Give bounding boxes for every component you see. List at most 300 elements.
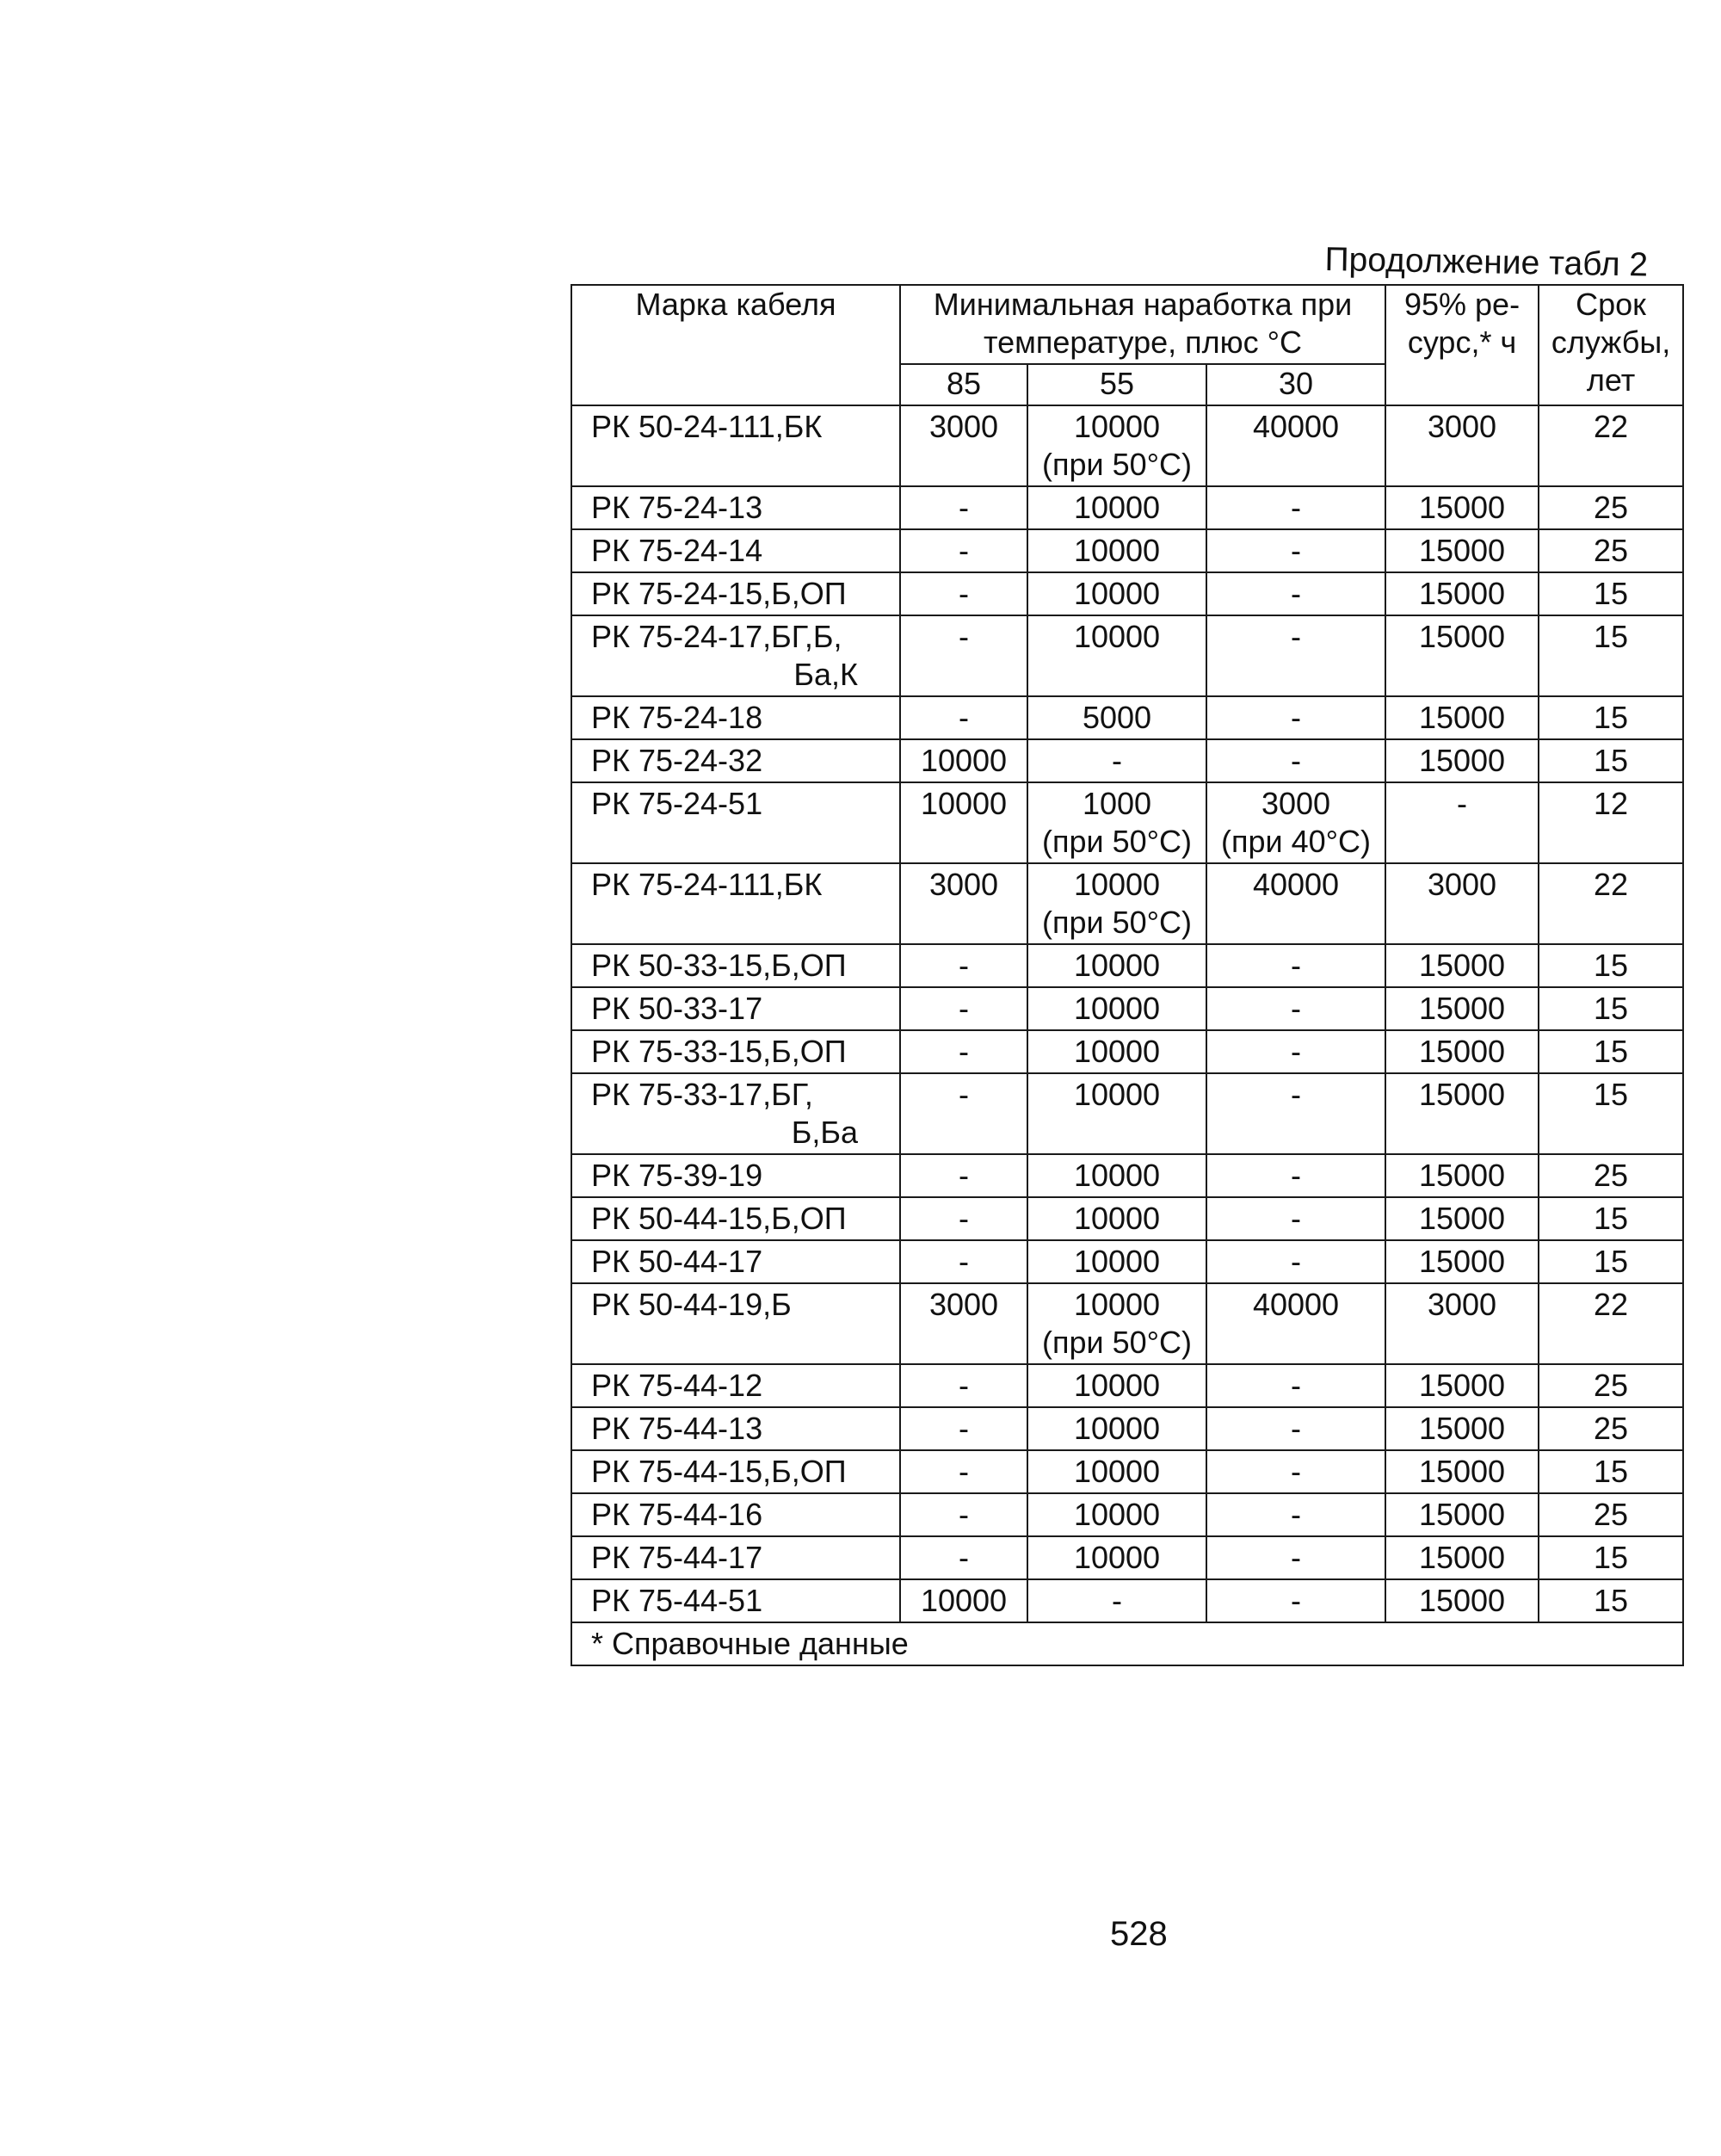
value-t55: 10000 — [1073, 490, 1161, 525]
header-min-operating: Минимальная наработка при температуре, плюс °С — [900, 285, 1385, 364]
cell-t55 — [1027, 1283, 1206, 1364]
table-row — [571, 1283, 1683, 1364]
value-t55: 10000 — [1073, 409, 1161, 444]
value-t85: - — [959, 1201, 969, 1236]
cell-resource — [1385, 1197, 1539, 1240]
cell-resource — [1385, 529, 1539, 572]
cell-resource — [1385, 782, 1539, 863]
cell-t30 — [1206, 987, 1385, 1030]
cell-t85 — [900, 1197, 1027, 1240]
value-t55: 1000 — [1082, 786, 1152, 821]
value-resource: 15000 — [1418, 576, 1506, 611]
value-resource: 15000 — [1418, 490, 1506, 525]
value-resource: 15000 — [1418, 991, 1506, 1026]
value-resource: 3000 — [1427, 867, 1497, 902]
value-t55: 10000 — [1073, 576, 1161, 611]
value-resource: 15000 — [1418, 1454, 1506, 1489]
cell-t55 — [1027, 615, 1206, 696]
brand-text: РК 75-24-14 — [591, 533, 763, 568]
cell-brand — [571, 1536, 900, 1579]
brand-text: РК 75-24-32 — [591, 743, 763, 778]
cell-t30 — [1206, 529, 1385, 572]
cell-t85 — [900, 572, 1027, 615]
cell-t30 — [1206, 1450, 1385, 1493]
header-temp-55: 55 — [1027, 364, 1206, 405]
cell-t85 — [900, 615, 1027, 696]
cable-table-wrapper — [571, 284, 1682, 1666]
cell-resource — [1385, 1579, 1539, 1622]
value-service-life: 15 — [1594, 619, 1629, 654]
brand-text: РК 75-44-12 — [591, 1368, 763, 1403]
value-t30: - — [1291, 576, 1302, 611]
cell-t55 — [1027, 782, 1206, 863]
value-t30: 40000 — [1252, 867, 1340, 902]
cell-t55 — [1027, 1240, 1206, 1283]
header-temp-30: 30 — [1206, 364, 1385, 405]
cell-brand — [571, 572, 900, 615]
note-t55: (при 50°С) — [1041, 824, 1193, 859]
cell-resource — [1385, 863, 1539, 944]
cell-t55 — [1027, 739, 1206, 782]
cell-t85 — [900, 1579, 1027, 1622]
header-temp-85: 85 — [900, 364, 1027, 405]
cell-service-life — [1539, 944, 1683, 987]
cell-resource — [1385, 1536, 1539, 1579]
note-t55: (при 50°С) — [1041, 447, 1193, 482]
value-resource: 15000 — [1418, 619, 1506, 654]
cell-service-life — [1539, 529, 1683, 572]
value-resource: 15000 — [1418, 1201, 1506, 1236]
cell-t30 — [1206, 1493, 1385, 1536]
value-t85: - — [959, 619, 969, 654]
cell-t30 — [1206, 572, 1385, 615]
value-t85: - — [959, 490, 969, 525]
brand-text: РК 75-24-15,Б,ОП — [591, 576, 847, 611]
value-t55: 10000 — [1073, 991, 1161, 1026]
value-resource: 15000 — [1418, 1034, 1506, 1069]
cell-brand — [571, 987, 900, 1030]
cell-resource — [1385, 1407, 1539, 1450]
brand-text-cont: Ба,К — [793, 657, 858, 692]
cell-t55 — [1027, 1364, 1206, 1407]
brand-text: РК 75-24-13 — [591, 490, 763, 525]
cell-resource — [1385, 486, 1539, 529]
cell-t30 — [1206, 615, 1385, 696]
cell-t55 — [1027, 1073, 1206, 1154]
cell-brand — [571, 739, 900, 782]
cell-brand — [571, 1407, 900, 1450]
cell-service-life — [1539, 572, 1683, 615]
table-row — [571, 1154, 1683, 1197]
value-t85: - — [959, 1411, 969, 1446]
value-resource: 15000 — [1418, 1540, 1506, 1575]
value-t85: - — [959, 1077, 969, 1112]
table-row — [571, 782, 1683, 863]
cell-resource — [1385, 572, 1539, 615]
value-service-life: 15 — [1594, 743, 1629, 778]
cell-brand — [571, 1493, 900, 1536]
brand-text: РК 75-24-51 — [591, 786, 763, 821]
value-t85: - — [959, 1454, 969, 1489]
cell-resource — [1385, 1030, 1539, 1073]
cell-brand — [571, 1073, 900, 1154]
value-resource: 15000 — [1418, 1244, 1506, 1279]
cell-t85 — [900, 1283, 1027, 1364]
cell-t55 — [1027, 944, 1206, 987]
cell-service-life — [1539, 739, 1683, 782]
cell-resource — [1385, 696, 1539, 739]
cell-t30 — [1206, 1154, 1385, 1197]
header-resource: 95% ре-сурс,* ч — [1385, 285, 1539, 405]
value-resource: 15000 — [1418, 1368, 1506, 1403]
value-t85: - — [959, 1368, 969, 1403]
header-brand: Марка кабеля — [571, 285, 900, 405]
value-t30: - — [1291, 1411, 1302, 1446]
value-resource: 15000 — [1418, 533, 1506, 568]
cell-t55 — [1027, 696, 1206, 739]
cable-table — [571, 284, 1684, 1666]
value-service-life: 22 — [1594, 409, 1629, 444]
brand-text: РК 50-33-17 — [591, 991, 763, 1026]
brand-text: РК 75-24-17,БГ,Б, — [591, 619, 842, 654]
value-service-life: 15 — [1594, 1454, 1629, 1489]
value-service-life: 22 — [1594, 867, 1629, 902]
value-t85: - — [959, 533, 969, 568]
cell-t30 — [1206, 944, 1385, 987]
cell-brand — [571, 1364, 900, 1407]
cell-brand — [571, 615, 900, 696]
value-service-life: 15 — [1594, 1540, 1629, 1575]
cell-t30 — [1206, 863, 1385, 944]
cell-t85 — [900, 739, 1027, 782]
value-t30: - — [1291, 533, 1302, 568]
value-service-life: 22 — [1594, 1287, 1629, 1322]
brand-text: РК 75-24-111,БК — [591, 867, 823, 902]
value-t30: - — [1291, 1497, 1302, 1532]
cell-t55 — [1027, 863, 1206, 944]
value-t85: - — [959, 1244, 969, 1279]
cell-service-life — [1539, 1073, 1683, 1154]
cell-service-life — [1539, 782, 1683, 863]
value-t30: 3000 — [1261, 786, 1331, 821]
cell-service-life — [1539, 486, 1683, 529]
cell-resource — [1385, 1073, 1539, 1154]
cell-t30 — [1206, 1536, 1385, 1579]
cell-service-life — [1539, 1154, 1683, 1197]
value-service-life: 15 — [1594, 1077, 1629, 1112]
value-t30: - — [1291, 1454, 1302, 1489]
value-t30: - — [1291, 948, 1302, 983]
cell-t85 — [900, 1493, 1027, 1536]
value-t30: 40000 — [1252, 409, 1340, 444]
value-service-life: 15 — [1594, 1034, 1629, 1069]
value-resource: 15000 — [1418, 1497, 1506, 1532]
cell-t55 — [1027, 987, 1206, 1030]
value-service-life: 15 — [1594, 1583, 1629, 1618]
cell-t55 — [1027, 1493, 1206, 1536]
brand-text: РК 50-24-111,БК — [591, 409, 823, 444]
cell-resource — [1385, 1493, 1539, 1536]
value-t30: - — [1291, 1077, 1302, 1112]
cell-brand — [571, 1240, 900, 1283]
cell-t30 — [1206, 739, 1385, 782]
cell-t55 — [1027, 529, 1206, 572]
value-t55: 10000 — [1073, 1201, 1161, 1236]
note-t55: (при 50°С) — [1041, 905, 1193, 940]
cell-brand — [571, 1283, 900, 1364]
table-row — [571, 1536, 1683, 1579]
cell-t85 — [900, 1407, 1027, 1450]
cell-resource — [1385, 1240, 1539, 1283]
cell-t30 — [1206, 1030, 1385, 1073]
cell-t55 — [1027, 1154, 1206, 1197]
cell-brand — [571, 1030, 900, 1073]
cell-t55 — [1027, 1197, 1206, 1240]
cell-brand — [571, 696, 900, 739]
cell-brand — [571, 782, 900, 863]
value-t85: - — [959, 1158, 969, 1193]
value-t85: - — [959, 1540, 969, 1575]
value-resource: 15000 — [1418, 948, 1506, 983]
table-caption: Продолжение табл 2 — [1324, 241, 1649, 284]
value-t30: - — [1291, 1583, 1302, 1618]
table-row — [571, 486, 1683, 529]
cell-brand — [571, 529, 900, 572]
table-row — [571, 863, 1683, 944]
cell-t30 — [1206, 1407, 1385, 1450]
brand-text: РК 75-39-19 — [591, 1158, 763, 1193]
value-t55: 10000 — [1073, 1411, 1161, 1446]
cell-resource — [1385, 405, 1539, 486]
brand-text: РК 75-44-17 — [591, 1540, 763, 1575]
value-service-life: 15 — [1594, 1244, 1629, 1279]
cell-t85 — [900, 1450, 1027, 1493]
table-row — [571, 1407, 1683, 1450]
cell-t30 — [1206, 405, 1385, 486]
cell-service-life — [1539, 1579, 1683, 1622]
value-service-life: 15 — [1594, 700, 1629, 735]
cell-service-life — [1539, 405, 1683, 486]
table-body — [571, 405, 1683, 1622]
cell-t55 — [1027, 1407, 1206, 1450]
cell-t85 — [900, 782, 1027, 863]
table-row — [571, 739, 1683, 782]
value-t85: - — [959, 991, 969, 1026]
value-t85: - — [959, 576, 969, 611]
cell-resource — [1385, 944, 1539, 987]
cell-t85 — [900, 529, 1027, 572]
cell-t55 — [1027, 1579, 1206, 1622]
brand-text: РК 75-44-13 — [591, 1411, 763, 1446]
value-t30: 40000 — [1252, 1287, 1340, 1322]
cell-service-life — [1539, 1283, 1683, 1364]
table-row — [571, 615, 1683, 696]
table-row — [571, 987, 1683, 1030]
cell-t55 — [1027, 405, 1206, 486]
table-row — [571, 572, 1683, 615]
cell-t85 — [900, 1030, 1027, 1073]
table-row — [571, 1364, 1683, 1407]
cell-service-life — [1539, 987, 1683, 1030]
cell-t30 — [1206, 1073, 1385, 1154]
value-t55: - — [1112, 743, 1122, 778]
value-t85: - — [959, 948, 969, 983]
cell-t30 — [1206, 1197, 1385, 1240]
cell-resource — [1385, 1450, 1539, 1493]
value-service-life: 25 — [1594, 1411, 1629, 1446]
brand-text: РК 50-44-15,Б,ОП — [591, 1201, 847, 1236]
cell-t55 — [1027, 486, 1206, 529]
cell-t85 — [900, 987, 1027, 1030]
brand-text: РК 50-33-15,Б,ОП — [591, 948, 847, 983]
cell-t30 — [1206, 1283, 1385, 1364]
cell-t55 — [1027, 572, 1206, 615]
value-t30: - — [1291, 490, 1302, 525]
cell-t85 — [900, 863, 1027, 944]
value-t55: 10000 — [1073, 1497, 1161, 1532]
value-t55: 5000 — [1082, 700, 1152, 735]
value-service-life: 25 — [1594, 1368, 1629, 1403]
cell-service-life — [1539, 1407, 1683, 1450]
value-t55: 10000 — [1073, 1540, 1161, 1575]
value-t55: 10000 — [1073, 1244, 1161, 1279]
table-row — [571, 944, 1683, 987]
table-row — [571, 529, 1683, 572]
value-service-life: 12 — [1594, 786, 1629, 821]
value-t55: 10000 — [1073, 1454, 1161, 1489]
value-service-life: 15 — [1594, 1201, 1629, 1236]
cell-service-life — [1539, 863, 1683, 944]
cell-t30 — [1206, 1240, 1385, 1283]
value-t55: 10000 — [1073, 533, 1161, 568]
cell-brand — [571, 405, 900, 486]
table-row — [571, 696, 1683, 739]
brand-text-cont: Б,Ба — [791, 1115, 858, 1150]
cell-t30 — [1206, 696, 1385, 739]
value-t85: 10000 — [920, 1583, 1008, 1618]
cell-resource — [1385, 1283, 1539, 1364]
note-t30: (при 40°С) — [1220, 824, 1372, 859]
cell-service-life — [1539, 1493, 1683, 1536]
value-t30: - — [1291, 1368, 1302, 1403]
cell-service-life — [1539, 1536, 1683, 1579]
value-t55: 10000 — [1073, 1034, 1161, 1069]
value-t30: - — [1291, 1201, 1302, 1236]
cell-t85 — [900, 1154, 1027, 1197]
cell-resource — [1385, 987, 1539, 1030]
value-t55: 10000 — [1073, 1158, 1161, 1193]
brand-text: РК 50-44-17 — [591, 1244, 763, 1279]
value-service-life: 25 — [1594, 533, 1629, 568]
cell-t30 — [1206, 486, 1385, 529]
brand-text: РК 75-44-15,Б,ОП — [591, 1454, 847, 1489]
value-t55: 10000 — [1073, 1287, 1161, 1322]
value-t30: - — [1291, 1244, 1302, 1279]
cell-service-life — [1539, 1030, 1683, 1073]
cell-service-life — [1539, 1450, 1683, 1493]
table-row — [571, 1240, 1683, 1283]
value-resource: 3000 — [1427, 409, 1497, 444]
header-service-life: Срок службы, лет — [1539, 285, 1683, 405]
value-resource: 15000 — [1418, 1583, 1506, 1618]
value-t85: - — [959, 1497, 969, 1532]
table-row — [571, 1073, 1683, 1154]
cell-t30 — [1206, 1579, 1385, 1622]
cell-service-life — [1539, 1364, 1683, 1407]
value-t85: - — [959, 700, 969, 735]
cell-t55 — [1027, 1536, 1206, 1579]
cell-t55 — [1027, 1030, 1206, 1073]
value-service-life: 15 — [1594, 576, 1629, 611]
value-t30: - — [1291, 991, 1302, 1026]
cell-brand — [571, 863, 900, 944]
brand-text: РК 75-33-17,БГ, — [591, 1077, 813, 1112]
cell-brand — [571, 944, 900, 987]
value-service-life: 15 — [1594, 991, 1629, 1026]
table-row — [571, 1030, 1683, 1073]
value-t85: 10000 — [920, 786, 1008, 821]
cell-service-life — [1539, 1197, 1683, 1240]
brand-text: РК 50-44-19,Б — [591, 1287, 792, 1322]
cell-resource — [1385, 615, 1539, 696]
value-resource: - — [1457, 786, 1468, 821]
value-resource: 3000 — [1427, 1287, 1497, 1322]
value-service-life: 25 — [1594, 1497, 1629, 1532]
table-row — [571, 1197, 1683, 1240]
value-t55: 10000 — [1073, 948, 1161, 983]
cell-t85 — [900, 405, 1027, 486]
cell-resource — [1385, 1154, 1539, 1197]
cell-t30 — [1206, 1364, 1385, 1407]
value-t55: 10000 — [1073, 1368, 1161, 1403]
value-t55: 10000 — [1073, 867, 1161, 902]
value-service-life: 15 — [1594, 948, 1629, 983]
cell-brand — [571, 1154, 900, 1197]
value-t30: - — [1291, 1034, 1302, 1069]
cell-service-life — [1539, 696, 1683, 739]
cell-t85 — [900, 1073, 1027, 1154]
cell-resource — [1385, 739, 1539, 782]
value-t85: 10000 — [920, 743, 1008, 778]
cell-service-life — [1539, 615, 1683, 696]
cell-t30 — [1206, 782, 1385, 863]
page-number: 528 — [1110, 1915, 1168, 1953]
cell-brand — [571, 486, 900, 529]
cell-service-life — [1539, 1240, 1683, 1283]
cell-t85 — [900, 1364, 1027, 1407]
value-t85: 3000 — [928, 867, 999, 902]
brand-text: РК 75-24-18 — [591, 700, 763, 735]
value-t30: - — [1291, 619, 1302, 654]
value-t30: - — [1291, 743, 1302, 778]
brand-text: РК 75-44-51 — [591, 1583, 763, 1618]
value-t85: - — [959, 1034, 969, 1069]
brand-text: РК 75-44-16 — [591, 1497, 763, 1532]
value-service-life: 25 — [1594, 490, 1629, 525]
cell-t85 — [900, 1240, 1027, 1283]
table-row — [571, 1579, 1683, 1622]
value-resource: 15000 — [1418, 743, 1506, 778]
value-t30: - — [1291, 700, 1302, 735]
value-resource: 15000 — [1418, 1077, 1506, 1112]
cell-brand — [571, 1579, 900, 1622]
table-footnote: * Справочные данные — [571, 1622, 1683, 1665]
cell-resource — [1385, 1364, 1539, 1407]
note-t55: (при 50°С) — [1041, 1325, 1193, 1360]
cell-t85 — [900, 1536, 1027, 1579]
value-t55: - — [1112, 1583, 1122, 1618]
cell-t55 — [1027, 1450, 1206, 1493]
